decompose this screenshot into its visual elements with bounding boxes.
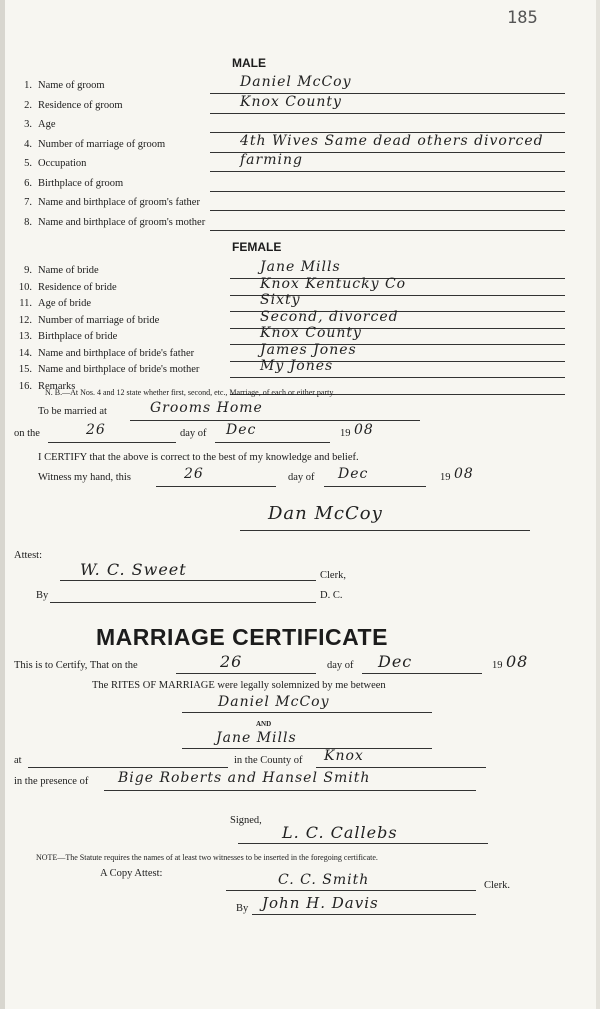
date-day-line xyxy=(48,442,176,443)
witness-month: Dec xyxy=(338,466,369,482)
field-label: Age of bride xyxy=(38,298,92,309)
field-label: Residence of bride xyxy=(38,281,117,293)
field-value: 4th Wives Same dead others divorced xyxy=(240,132,544,149)
copy-by-label: By xyxy=(236,903,249,914)
copy-attest-label: A Copy Attest: xyxy=(100,868,163,879)
married-at-line xyxy=(130,420,420,421)
attest-dc-label: D. C. xyxy=(320,590,343,601)
presence-line xyxy=(104,790,476,791)
cert-witnesses: Bige Roberts and Hansel Smith xyxy=(118,770,371,786)
female-heading: FEMALE xyxy=(232,240,282,254)
officiant-signature: L. C. Callebs xyxy=(282,823,398,842)
page-left-edge xyxy=(0,0,5,1009)
witness-month-line xyxy=(324,486,426,487)
field-label: Birthplace of bride xyxy=(38,331,118,342)
witness-day-label: day of xyxy=(288,472,315,483)
cert-groom: Daniel McCoy xyxy=(218,694,330,710)
signed-label: Signed, xyxy=(230,815,262,826)
copy-clerk-signature: C. C. Smith xyxy=(278,872,370,888)
field-number: 3. xyxy=(24,119,32,130)
groom-signature-line xyxy=(240,530,530,531)
field-number: 11. xyxy=(19,298,32,309)
field-label: Occupation xyxy=(38,158,87,169)
field-label: Number of marriage of bride xyxy=(38,314,160,326)
attest-clerk-label: Clerk, xyxy=(320,570,346,581)
and-label: AND xyxy=(256,720,272,728)
field-value: Second, divorced xyxy=(260,308,399,325)
date-year: 08 xyxy=(354,422,374,438)
field-value: My Jones xyxy=(260,358,334,374)
witness-year: 08 xyxy=(454,466,474,482)
date-day-label: day of xyxy=(180,428,207,439)
field-number: 6. xyxy=(24,177,32,189)
attest-by-line xyxy=(50,602,316,603)
groom-signature: Dan McCoy xyxy=(268,503,383,524)
date-year-prefix: 19 xyxy=(340,428,351,439)
attest-by-label: By xyxy=(36,590,49,601)
field-number: 15. xyxy=(18,364,32,375)
field-label: Remarks xyxy=(38,380,76,392)
field-line xyxy=(210,210,565,211)
date-month-line xyxy=(215,442,330,443)
field-label: Name of bride xyxy=(38,265,99,276)
field-value: Jane Mills xyxy=(260,259,341,275)
field-number: 10. xyxy=(18,281,32,293)
cert-year: 08 xyxy=(506,652,529,671)
male-heading: MALE xyxy=(232,56,266,70)
field-value: Sixty xyxy=(260,292,301,308)
field-number: 14. xyxy=(18,347,32,359)
date-day: 26 xyxy=(86,422,106,438)
field-value: Knox County xyxy=(240,93,342,110)
field-number: 7. xyxy=(24,197,32,208)
statute-note: NOTE—The Statute requires the names of at least two witnesses to be inserted in the foregoing certificate. xyxy=(36,853,378,862)
cert-groom-line xyxy=(182,712,432,713)
witness-day-line xyxy=(156,486,276,487)
field-line xyxy=(230,377,565,378)
date-prefix: on the xyxy=(14,428,40,439)
officiant-line xyxy=(238,843,488,844)
field-number: 9. xyxy=(24,265,32,276)
cert-month-line xyxy=(362,673,482,674)
field-label: Age xyxy=(38,119,56,130)
field-label: Name and birthplace of groom's father xyxy=(38,197,200,208)
copy-clerk-label: Clerk. xyxy=(484,880,510,891)
cert-day-line xyxy=(176,673,316,674)
presence-label: in the presence of xyxy=(14,776,89,787)
at-line xyxy=(28,767,228,768)
field-label: Birthplace of groom xyxy=(38,177,124,189)
cert-county: Knox xyxy=(324,748,364,764)
field-number: 13. xyxy=(18,331,32,342)
field-number: 4. xyxy=(24,138,32,150)
copy-by-signature: John H. Davis xyxy=(262,894,379,912)
field-number: 12. xyxy=(18,314,32,326)
page-right-edge xyxy=(596,0,600,1009)
married-at-value: Grooms Home xyxy=(150,400,263,416)
field-value: Daniel McCoy xyxy=(240,74,352,90)
witness-prefix: Witness my hand, this xyxy=(38,472,131,483)
field-line xyxy=(210,113,565,114)
county-label: in the County of xyxy=(234,755,303,766)
field-label: Residence of groom xyxy=(38,99,123,111)
attest-label: Attest: xyxy=(14,550,42,561)
certificate-title: MARRIAGE CERTIFICATE xyxy=(96,624,388,650)
field-line xyxy=(210,230,565,231)
field-value: farming xyxy=(240,152,303,168)
field-label: Name and birthplace of groom's mother xyxy=(38,216,206,228)
cert-day-label: day of xyxy=(327,660,354,671)
field-label: Name and birthplace of bride's father xyxy=(38,347,195,359)
field-label: Name of groom xyxy=(38,80,105,91)
date-month: Dec xyxy=(226,422,257,438)
field-value: Knox Kentucky Co xyxy=(260,275,407,292)
field-number: 16. xyxy=(18,380,32,392)
field-value: James Jones xyxy=(260,341,357,358)
field-line xyxy=(210,191,565,192)
attest-clerk-signature: W. C. Sweet xyxy=(80,560,187,579)
nb-note: N. B.—At Nos. 4 and 12 state whether first, second, etc., Marriage, of each or either party. xyxy=(45,388,335,397)
field-label: Name and birthplace of bride's mother xyxy=(38,364,200,375)
cert-bride: Jane Mills xyxy=(216,730,297,746)
field-line xyxy=(210,171,565,172)
certify-text: I CERTIFY that the above is correct to the best of my knowledge and belief. xyxy=(38,452,359,463)
field-number: 8. xyxy=(24,216,32,228)
witness-day: 26 xyxy=(184,466,204,482)
cert-line1-prefix: This is to Certify, That on the xyxy=(14,660,138,671)
cert-bride-line xyxy=(182,748,432,749)
cert-day: 26 xyxy=(220,652,243,671)
married-at-label: To be married at xyxy=(38,406,107,417)
at-label: at xyxy=(14,755,22,766)
field-number: 5. xyxy=(24,158,32,169)
copy-by-line xyxy=(252,914,476,915)
page-number: 185 xyxy=(507,8,538,28)
cert-year-prefix: 19 xyxy=(492,660,503,671)
attest-clerk-line xyxy=(60,580,316,581)
field-value: Knox County xyxy=(260,325,362,341)
witness-year-prefix: 19 xyxy=(440,472,451,483)
county-line xyxy=(316,767,486,768)
copy-clerk-line xyxy=(226,890,476,891)
field-label: Number of marriage of groom xyxy=(38,138,166,150)
field-number: 2. xyxy=(24,99,32,111)
field-number: 1. xyxy=(24,80,32,91)
rites-text: The RITES OF MARRIAGE were legally solemnized by me between xyxy=(92,680,386,691)
cert-month: Dec xyxy=(378,652,413,671)
